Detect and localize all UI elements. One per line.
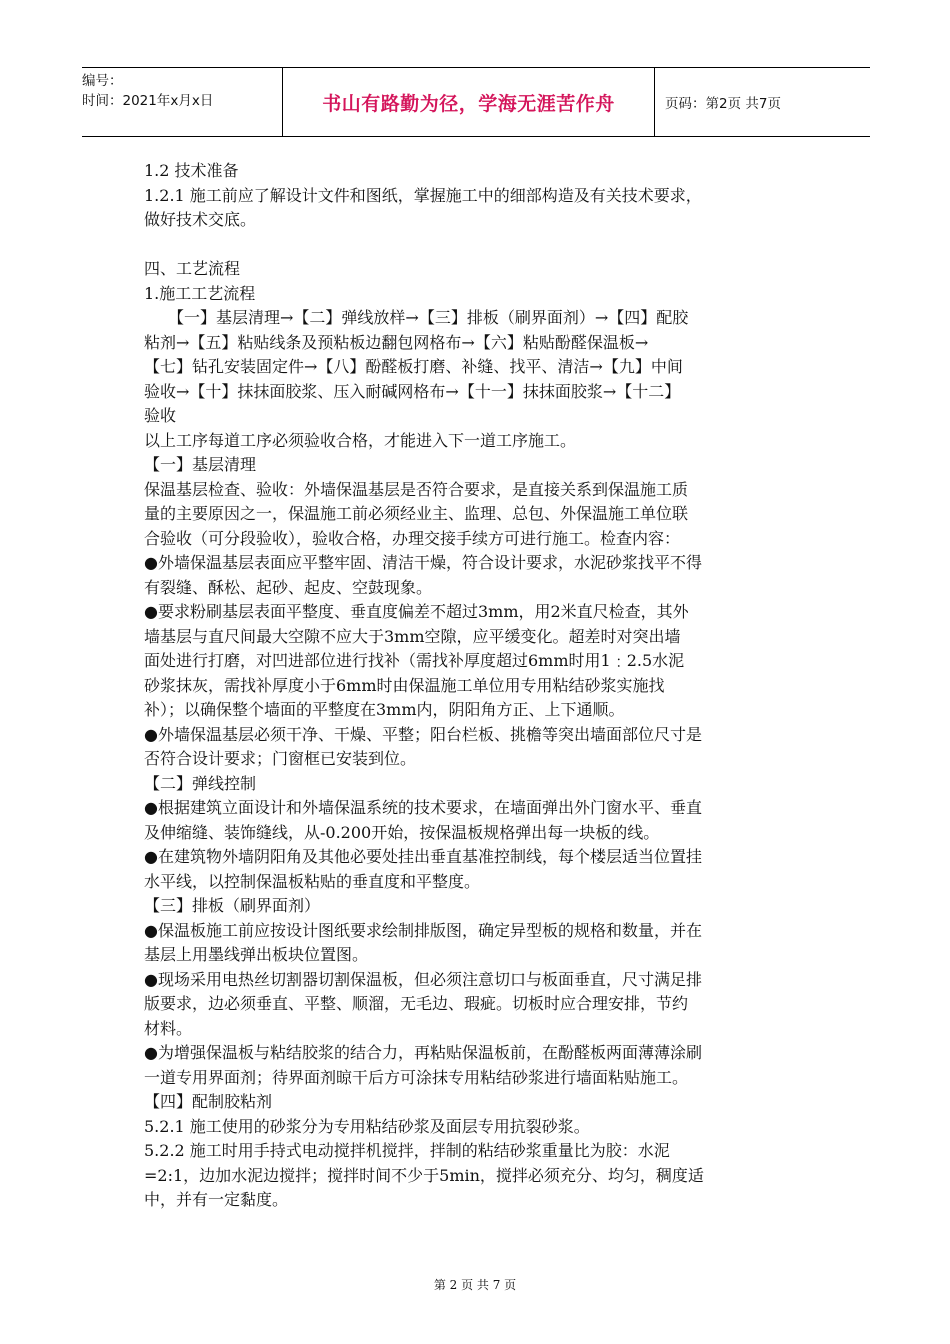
text-line: ●要求粉刷基层表面平整度、垂直度偏差不超过3mm，用2米直尺检查，其外 [144, 602, 689, 621]
text-line: 5.2.2 施工时用手持式电动搅拌机搅拌，拌制的粘结砂浆重量比为胶：水泥 [144, 1141, 670, 1160]
text-line: 基层上用墨线弹出板块位置图。 [144, 945, 369, 964]
text-line: ●现场采用电热丝切割器切割保温板，但必须注意切口与板面垂直，尺寸满足排 [144, 969, 702, 989]
header-motto: 书山有路勤为径，学海无涯苦作舟 [322, 92, 615, 115]
text-line: 四、工艺流程 [144, 259, 241, 278]
text-line: 【一】基层清理→【二】弹线放样→【三】排板（刷界面剂）→【四】配胶 [144, 308, 689, 327]
text-line: =2:1，边加水泥边搅拌；搅拌时间不少于5min，搅拌必须充分、均匀，稠度适 [144, 1165, 704, 1185]
text-line: 1.施工工艺流程 [144, 283, 256, 303]
header-meta [82, 68, 282, 136]
text-line: 以上工序每道工序必须验收合格，才能进入下一道工序施工。 [144, 430, 577, 450]
header-page-cell [655, 68, 870, 136]
document-body [144, 159, 814, 1213]
text-line: ●外墙保温基层表面应平整牢固、清洁干燥，符合设计要求，水泥砂浆找平不得 [144, 553, 702, 572]
text-line: 水平线，以控制保温板粘贴的垂直度和平整度。 [144, 871, 481, 891]
text-line: 墙基层与直尺间最大空隙不应大于3mm空隙，应平缓变化。超差时对突出墙 [144, 626, 681, 646]
text-line: 版要求，边必须垂直、平整、顺溜，无毛边、瑕疵。切板时应合理安排，节约 [144, 994, 689, 1013]
text-line: ●为增强保温板与粘结胶浆的结合力，再粘贴保温板前，在酚醛板两面薄薄涂刷 [144, 1043, 702, 1062]
text-line: 做好技术交底。 [144, 210, 257, 229]
text-line: 材料。 [144, 1018, 193, 1038]
doc-date-label: 时间：2021年x月x日 [82, 93, 214, 109]
doc-code-label: 编号： [82, 73, 123, 89]
page-footer: 第 2 页 共 7 页 [433, 1278, 517, 1292]
text-line: ●根据建筑立面设计和外墙保温系统的技术要求，在墙面弹出外门窗水平、垂直 [144, 798, 702, 817]
text-line: 量的主要原因之一，保温施工前必须经业主、监理、总包、外保温施工单位联 [144, 504, 689, 523]
text-line: 【四】配制胶粘剂 [144, 1092, 273, 1111]
text-line: 砂浆抹灰，需找补厚度小于6mm时由保温施工单位用专用粘结砂浆实施找 [144, 675, 665, 695]
text-line: ●在建筑物外墙阴阳角及其他必要处挂出垂直基准控制线，每个楼层适当位置挂 [144, 847, 702, 866]
header-page-info: 页码：第2页 共7页 [665, 96, 781, 112]
text-line: 一道专用界面剂；待界面剂晾干后方可涂抹专用粘结砂浆进行墙面粘贴施工。 [144, 1067, 689, 1087]
text-line: 【三】排板（刷界面剂） [144, 896, 321, 915]
text-line: 验收 [144, 406, 177, 425]
text-line: 面处进行打磨，对凹进部位进行找补（需找补厚度超过6mm时用1﹕2.5水泥 [144, 651, 685, 670]
text-line: 有裂缝、酥松、起砂、起皮、空鼓现象。 [144, 577, 433, 597]
text-line: 1.2 技术准备 [144, 161, 239, 180]
text-line: 【七】钻孔安装固定件→【八】酚醛板打磨、补缝、找平、清洁→【九】中间 [144, 357, 683, 376]
text-line: 及伸缩缝、装饰缝线，从-0.200开始，按保温板规格弹出每一块板的线。 [144, 822, 660, 842]
text-line [144, 233, 814, 258]
text-line: 5.2.1 施工使用的砂浆分为专用粘结砂浆及面层专用抗裂砂浆。 [144, 1116, 590, 1136]
text-line: 保温基层检查、验收：外墙保温基层是否符合要求，是直接关系到保温施工质 [144, 479, 689, 499]
text-line: ●保温板施工前应按设计图纸要求绘制排版图，确定异型板的规格和数量，并在 [144, 920, 702, 940]
page-header [82, 67, 870, 137]
text-line: 合验收（可分段验收），验收合格，办理交接手续方可进行施工。检查内容： [144, 528, 681, 548]
text-line: 验收→【十】抹抹面胶浆、压入耐碱网格布→【十一】抹抹面胶浆→【十二】 [144, 381, 681, 401]
text-line: 【二】弹线控制 [144, 773, 257, 793]
text-line: 1.2.1 施工前应了解设计文件和图纸，掌握施工中的细部构造及有关技术要求， [144, 185, 702, 205]
text-line: ●外墙保温基层必须干净、干燥、平整；阳台栏板、挑檐等突出墙面部位尺寸是 [144, 724, 702, 744]
text-line: 【一】基层清理 [144, 455, 257, 474]
text-line: 粘剂→【五】粘贴线条及预粘板边翻包网格布→【六】粘贴酚醛保温板→ [144, 332, 649, 352]
header-motto-cell [282, 68, 655, 136]
text-line: 补）；以确保整个墙面的平整度在3mm内，阴阳角方正、上下通顺。 [144, 700, 625, 719]
text-line: 中，并有一定黏度。 [144, 1190, 289, 1209]
text-line: 否符合设计要求；门窗框已安装到位。 [144, 749, 417, 768]
